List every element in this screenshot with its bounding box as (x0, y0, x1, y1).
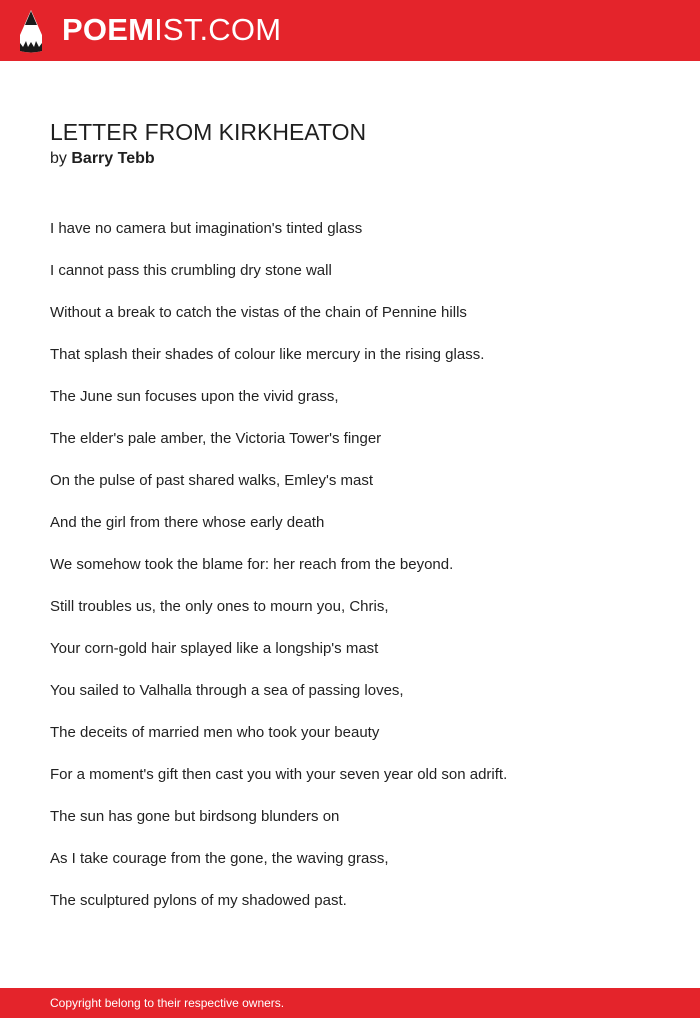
copyright-text: Copyright belong to their respective owners. (50, 996, 285, 1010)
poem-line: As I take courage from the gone, the waving grass, (50, 850, 389, 867)
poem-line: I have no camera but imagination's tinted glass (50, 220, 363, 237)
poem-line: The elder's pale amber, the Victoria Tower's finger (50, 430, 382, 447)
poem-line: The June sun focuses upon the vivid grass, (50, 388, 339, 405)
poem-line: And the girl from there whose early death (50, 514, 325, 531)
site-logo[interactable] (62, 11, 281, 49)
poem-title: LETTER FROM KIRKHEATON (50, 119, 367, 145)
poem-line: Without a break to catch the vistas of the chain of Pennine hills (50, 304, 467, 321)
poem-line: I cannot pass this crumbling dry stone wall (50, 262, 332, 279)
poem-line: Your corn-gold hair splayed like a longship's mast (50, 640, 379, 657)
poem-line: Still troubles us, the only ones to mourn you, Chris, (50, 598, 389, 615)
poem-line: You sailed to Valhalla through a sea of passing loves, (50, 682, 404, 699)
poem-line: We somehow took the blame for: her reach from the beyond. (50, 556, 454, 573)
logo-bold-text: POEM (62, 12, 155, 47)
poem-author: Barry Tebb (71, 150, 155, 167)
poem-line: The sun has gone but birdsong blunders on (50, 808, 340, 825)
poem-line: On the pulse of past shared walks, Emley's mast (50, 472, 374, 489)
poem-byline (50, 149, 155, 169)
logo-light-text: IST.COM (154, 12, 282, 47)
site-header (0, 0, 700, 61)
pencil-tip-icon (18, 9, 44, 53)
poem-line: That splash their shades of colour like mercury in the rising glass. (50, 346, 485, 363)
by-label: by (50, 150, 67, 167)
poem-line: The deceits of married men who took your beauty (50, 724, 380, 741)
poem-body (50, 220, 670, 934)
poem-line: For a moment's gift then cast you with your seven year old son adrift. (50, 766, 508, 783)
poem-line: The sculptured pylons of my shadowed past. (50, 892, 347, 909)
site-footer (0, 988, 700, 1018)
